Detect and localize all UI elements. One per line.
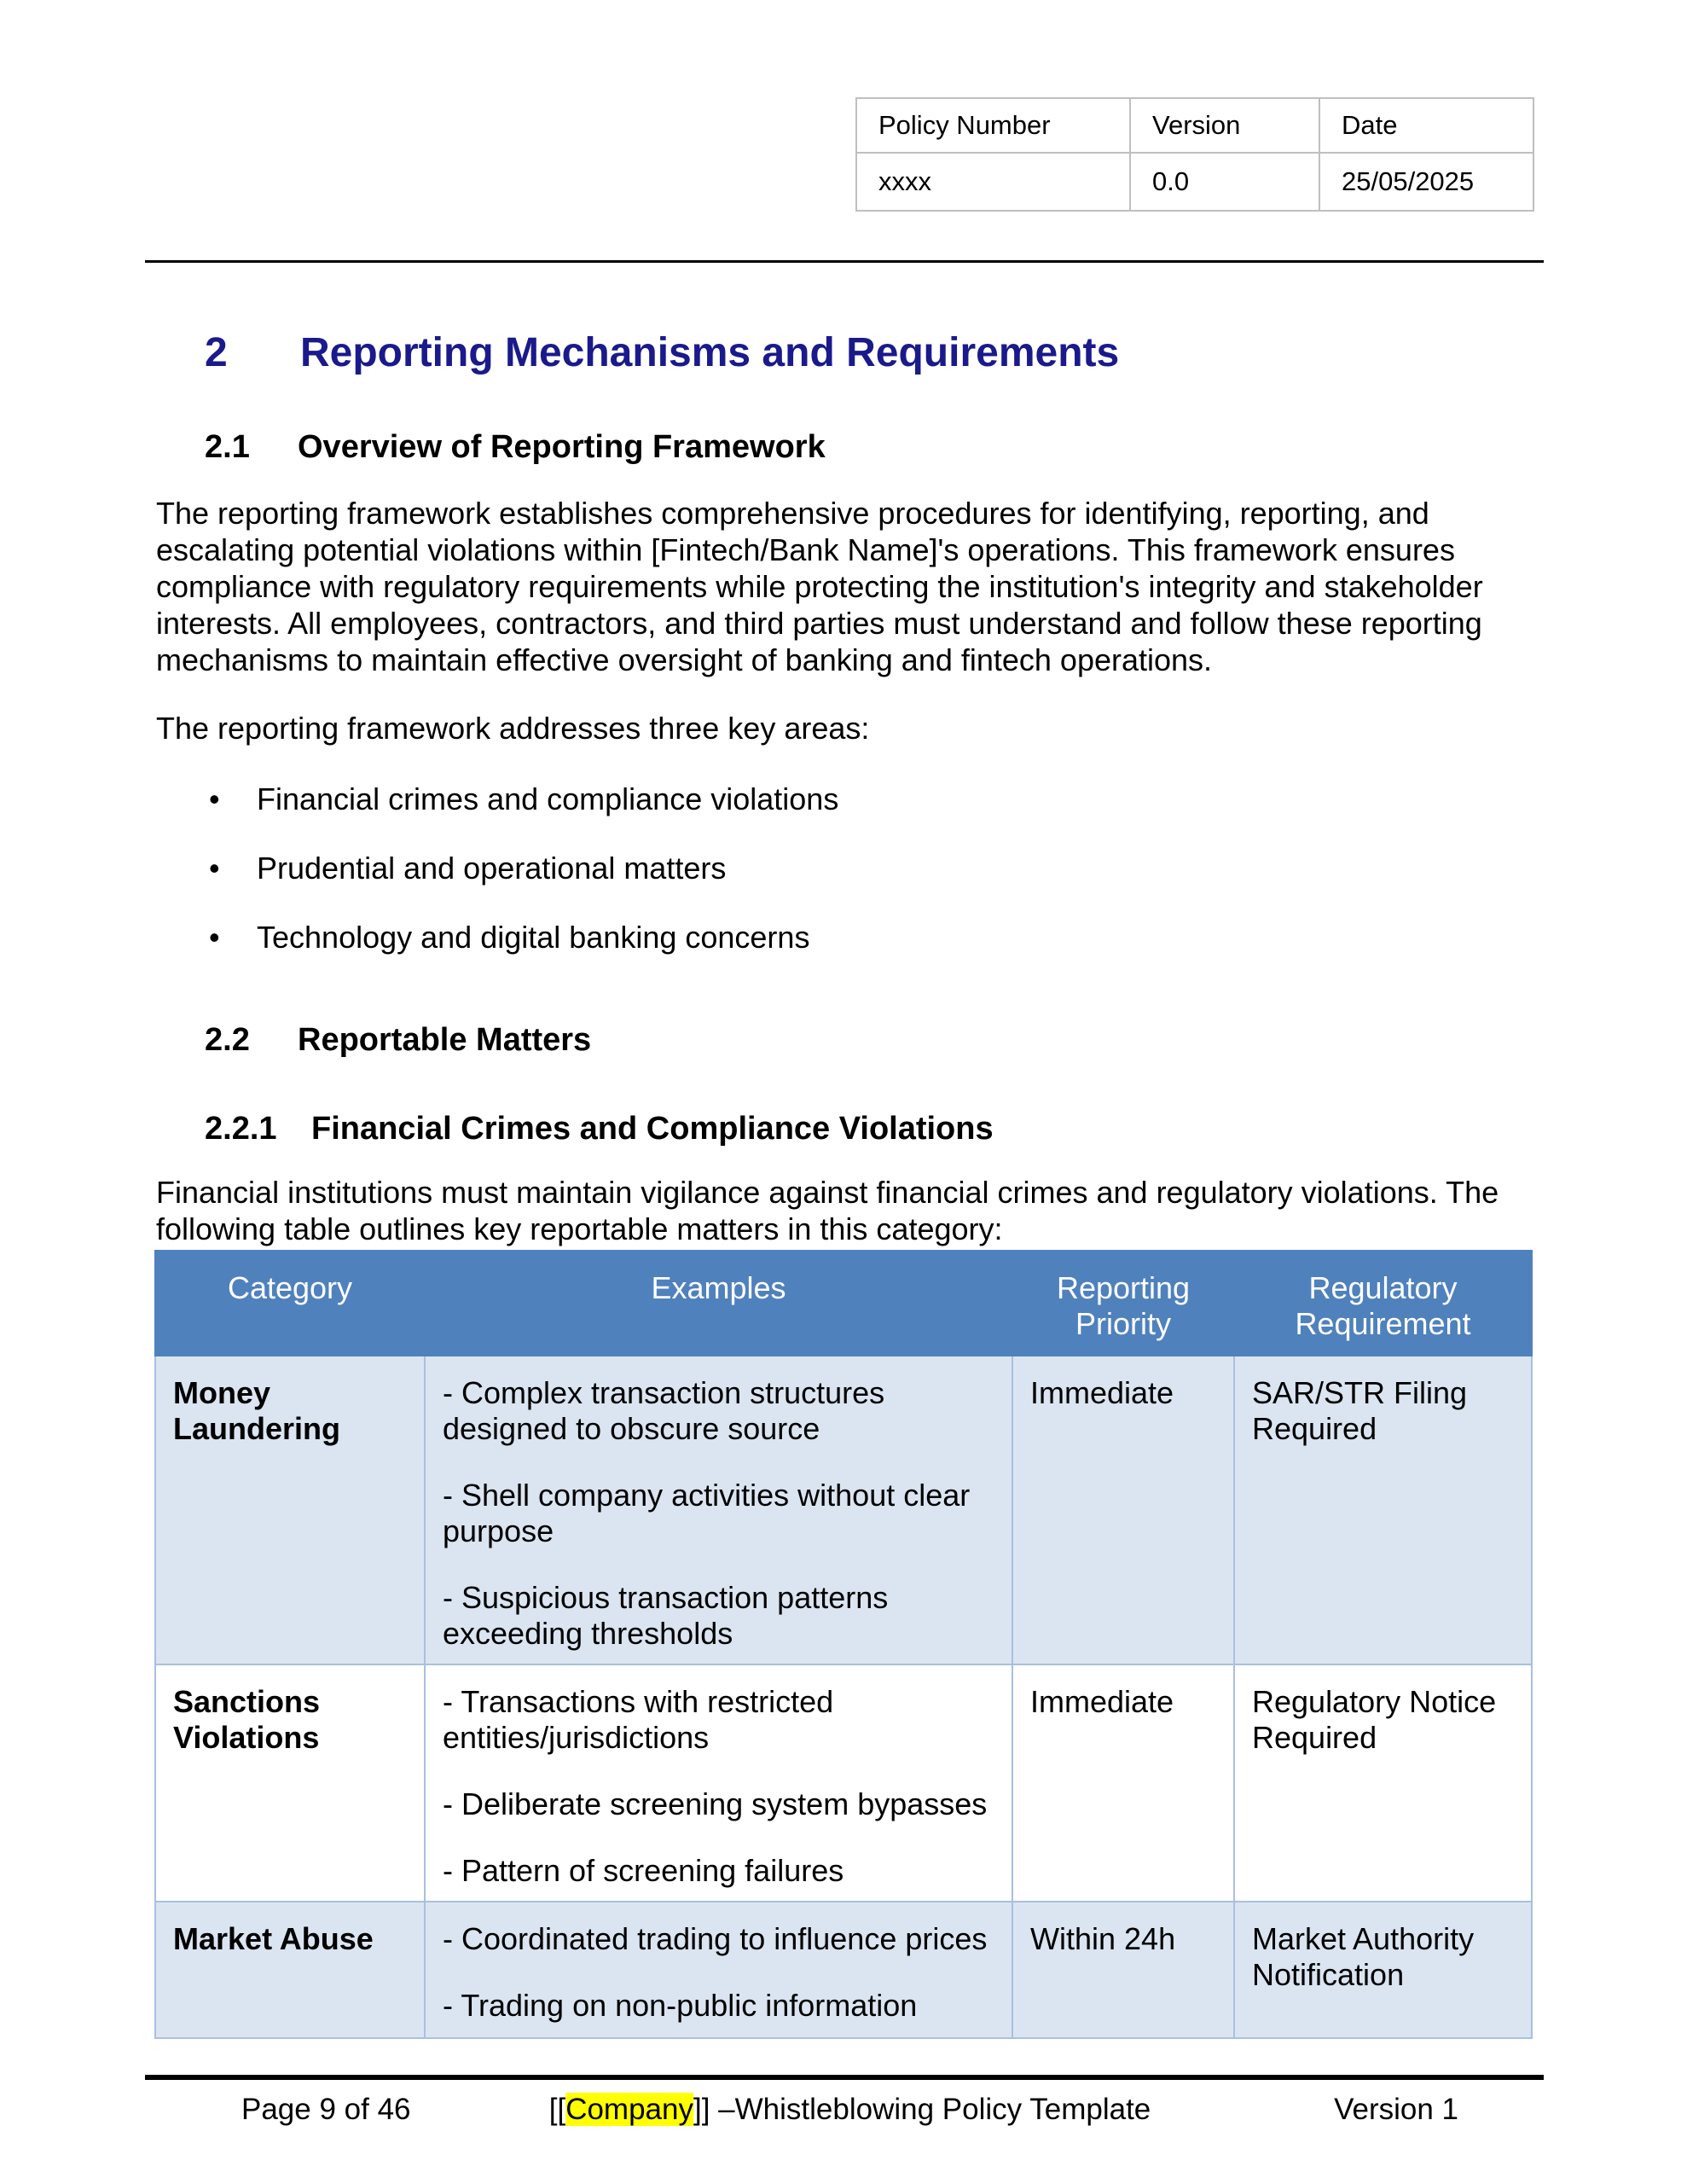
example-item: - Pattern of screening failures xyxy=(443,1853,844,1888)
subsubsection-title: Financial Crimes and Compliance Violations xyxy=(311,1111,994,1147)
section-number: 2 xyxy=(205,330,228,375)
table-header-row xyxy=(155,1251,1532,1356)
section-title: Reporting Mechanisms and Requirements xyxy=(300,330,1120,375)
bullet-text: Technology and digital banking concerns xyxy=(257,920,810,955)
example-item: - Complex transaction structures designed to obscure source xyxy=(443,1375,885,1446)
bullet-dot-icon: • xyxy=(209,781,220,816)
example-item: - Suspicious transaction patterns exceeding thresholds xyxy=(443,1580,889,1651)
column-header-category: Category xyxy=(155,1251,425,1356)
document-title-suffix: ]] –Whistleblowing Policy Template xyxy=(693,2093,1151,2126)
category-cell: Market Abuse xyxy=(155,1902,425,2038)
page-number: Page 9 of 46 xyxy=(241,2093,411,2126)
requirement-cell: Regulatory Notice Required xyxy=(1234,1664,1532,1902)
example-item: - Trading on non-public information xyxy=(443,1988,918,2023)
list-item xyxy=(209,850,1544,886)
bullet-list xyxy=(209,781,1544,956)
column-header-regulatory-requirement: Regulatory Requirement xyxy=(1234,1251,1532,1356)
subsubsection-number: 2.2.1 xyxy=(205,1111,277,1147)
policy-number-value: xxxx xyxy=(856,153,1130,211)
company-highlight: Company xyxy=(565,2093,693,2126)
bullet-dot-icon: • xyxy=(209,851,220,886)
paragraph-framework-overview: The reporting framework establishes comprehensive procedures for identifying, reporting, and escalating potential violations within [Fintech/Bank Name]'s operations. This framework ensures compliance with regulatory requirements while protecting the institution's integrity and stakeholder interests. All employees, contractors, and third parties must understand and follow these reporting mechanisms to maintain effective oversight of banking and fintech operations. xyxy=(156,496,1483,677)
subsection-title: Reportable Matters xyxy=(298,1022,592,1058)
subsection-heading-reportable xyxy=(205,1020,1544,1060)
subsection-number: 2.2 xyxy=(205,1022,250,1058)
list-item xyxy=(209,781,1544,817)
version-value: 0.0 xyxy=(1130,153,1319,211)
table-row xyxy=(155,1664,1532,1902)
footer-rule xyxy=(145,2075,1544,2080)
examples-cell xyxy=(425,1664,1012,1902)
document-title-prefix: [[ xyxy=(548,2093,566,2126)
subsection-number: 2.1 xyxy=(205,429,250,465)
requirement-cell: SAR/STR Filing Required xyxy=(1234,1356,1532,1664)
policy-number-label: Policy Number xyxy=(856,98,1130,153)
document-title xyxy=(549,2091,1151,2129)
examples-cell xyxy=(425,1902,1012,2038)
table-row xyxy=(155,1902,1532,2038)
priority-cell: Within 24h xyxy=(1012,1902,1234,2038)
example-item: - Shell company activities without clear purpose xyxy=(443,1478,971,1548)
date-value: 25/05/2025 xyxy=(1319,153,1533,211)
subsubsection-heading-financial-crimes xyxy=(205,1109,1544,1148)
examples-cell xyxy=(425,1356,1012,1664)
page-content xyxy=(0,260,1687,2130)
column-header-reporting-priority: Reporting Priority xyxy=(1012,1251,1234,1356)
bullet-dot-icon: • xyxy=(209,920,220,955)
paragraph-key-areas-intro: The reporting framework addresses three key areas: xyxy=(156,711,870,746)
category-cell: Money Laundering xyxy=(155,1356,425,1664)
header-rule xyxy=(145,260,1544,263)
section-heading xyxy=(205,329,1544,377)
subsection-heading-overview xyxy=(205,427,1544,467)
date-label: Date xyxy=(1319,98,1533,153)
version-text: Version 1 xyxy=(1334,2093,1458,2126)
reportable-matters-table xyxy=(154,1250,1533,2039)
category-cell: Sanctions Violations xyxy=(155,1664,425,1902)
column-header-examples: Examples xyxy=(425,1251,1012,1356)
table-row xyxy=(155,1356,1532,1664)
example-item: - Transactions with restricted entities/jurisdictions xyxy=(443,1684,834,1755)
requirement-cell: Market Authority Notification xyxy=(1234,1902,1532,2038)
priority-cell: Immediate xyxy=(1012,1664,1234,1902)
subsection-title: Overview of Reporting Framework xyxy=(298,429,826,465)
bullet-text: Prudential and operational matters xyxy=(257,851,727,886)
example-item: - Deliberate screening system bypasses xyxy=(443,1786,988,1821)
list-item xyxy=(209,919,1544,956)
page-footer xyxy=(156,2091,1544,2130)
version-label: Version xyxy=(1130,98,1319,153)
policy-header-table xyxy=(855,97,1534,212)
priority-cell: Immediate xyxy=(1012,1356,1234,1664)
bullet-text: Financial crimes and compliance violations xyxy=(257,781,839,816)
paragraph-table-intro: Financial institutions must maintain vigilance against financial crimes and regulatory violations. The following table outlines key reportable matters in this category: xyxy=(156,1175,1499,1246)
example-item: - Coordinated trading to influence prices xyxy=(443,1921,988,1956)
